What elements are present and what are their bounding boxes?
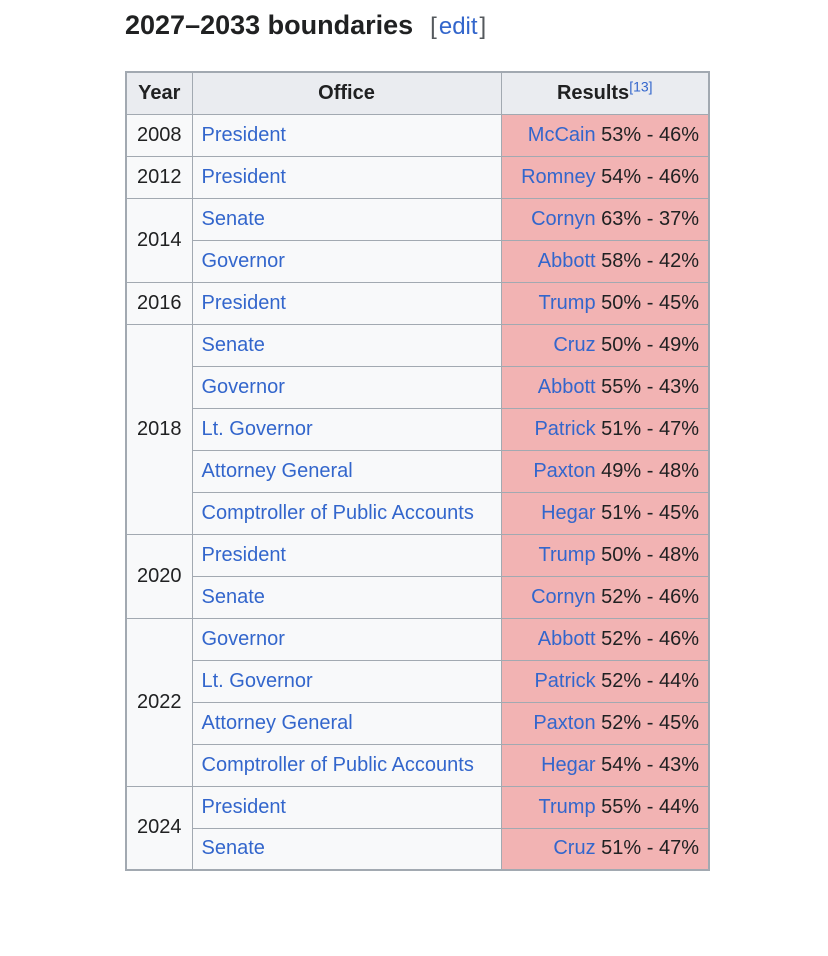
office-cell — [192, 198, 501, 240]
table-row — [126, 156, 709, 198]
table-row — [126, 534, 709, 576]
office-link[interactable]: Senate — [201, 837, 265, 860]
office-link[interactable]: Senate — [201, 585, 265, 608]
candidate-link[interactable]: McCain — [527, 123, 596, 146]
office-cell — [192, 660, 501, 702]
result-cell — [501, 324, 709, 366]
candidate-link[interactable]: Cruz — [553, 333, 596, 356]
edit-section — [430, 13, 486, 41]
table-row — [126, 282, 709, 324]
result-cell — [501, 156, 709, 198]
table-row — [126, 450, 709, 492]
result-cell — [501, 114, 709, 156]
office-link[interactable]: Governor — [201, 249, 285, 272]
result-cell — [501, 702, 709, 744]
result-cell — [501, 198, 709, 240]
table-row — [126, 828, 709, 870]
candidate-link[interactable]: Hegar — [541, 501, 596, 524]
candidate-link[interactable]: Cornyn — [531, 207, 596, 230]
result-score: 52% - 46% — [601, 585, 699, 608]
section-title: 2027–2033 boundaries — [125, 10, 414, 40]
header-results — [501, 72, 709, 114]
office-cell — [192, 828, 501, 870]
result-score: 58% - 42% — [601, 249, 699, 272]
year-cell: 2024 — [126, 786, 192, 870]
office-link[interactable]: Lt. Governor — [201, 417, 313, 440]
result-cell — [501, 828, 709, 870]
year-cell: 2016 — [126, 282, 192, 324]
year-cell: 2020 — [126, 534, 192, 618]
candidate-link[interactable]: Abbott — [537, 375, 596, 398]
office-cell — [192, 282, 501, 324]
office-link[interactable]: President — [201, 123, 286, 146]
office-link[interactable]: Comptroller of Public Accounts — [201, 753, 474, 776]
result-score: 52% - 45% — [601, 711, 699, 734]
year-cell: 2014 — [126, 198, 192, 282]
table-body — [126, 114, 709, 870]
table-row — [126, 618, 709, 660]
header-results-label: Results — [556, 81, 630, 104]
reference-link[interactable]: [13] — [629, 78, 653, 95]
office-cell — [192, 408, 501, 450]
table-row — [126, 786, 709, 828]
candidate-link[interactable]: Patrick — [534, 669, 596, 692]
candidate-link[interactable]: Trump — [538, 543, 596, 566]
office-link[interactable]: Attorney General — [201, 459, 353, 482]
office-cell — [192, 618, 501, 660]
office-link[interactable]: President — [201, 543, 286, 566]
result-score: 50% - 49% — [601, 333, 699, 356]
result-cell — [501, 492, 709, 534]
year-cell: 2018 — [126, 324, 192, 534]
result-cell — [501, 366, 709, 408]
office-cell — [192, 366, 501, 408]
header-year: Year — [126, 72, 192, 114]
table-row — [126, 114, 709, 156]
candidate-link[interactable]: Paxton — [533, 459, 596, 482]
table-row — [126, 744, 709, 786]
year-cell: 2022 — [126, 618, 192, 786]
candidate-link[interactable]: Cornyn — [531, 585, 596, 608]
result-cell — [501, 660, 709, 702]
result-score: 52% - 46% — [601, 627, 699, 650]
result-score: 50% - 48% — [601, 543, 699, 566]
candidate-link[interactable]: Trump — [538, 291, 596, 314]
office-cell — [192, 744, 501, 786]
table-row — [126, 702, 709, 744]
header-office: Office — [192, 72, 501, 114]
year-cell: 2008 — [126, 114, 192, 156]
table-row — [126, 198, 709, 240]
candidate-link[interactable]: Trump — [538, 795, 596, 818]
office-cell — [192, 534, 501, 576]
result-score: 51% - 47% — [601, 417, 699, 440]
section-heading — [125, 10, 486, 41]
result-score: 54% - 43% — [601, 753, 699, 776]
result-cell — [501, 282, 709, 324]
office-cell — [192, 492, 501, 534]
office-cell — [192, 450, 501, 492]
candidate-link[interactable]: Patrick — [534, 417, 596, 440]
result-cell — [501, 576, 709, 618]
office-cell — [192, 324, 501, 366]
office-link[interactable]: President — [201, 165, 286, 188]
result-score: 54% - 46% — [601, 165, 699, 188]
office-link[interactable]: Lt. Governor — [201, 669, 313, 692]
office-cell — [192, 702, 501, 744]
office-link[interactable]: Governor — [201, 627, 285, 650]
result-score: 51% - 47% — [601, 837, 699, 860]
table-row — [126, 324, 709, 366]
edit-bracket-close: ] — [479, 13, 487, 40]
candidate-link[interactable]: Hegar — [541, 753, 596, 776]
office-cell — [192, 156, 501, 198]
result-cell — [501, 534, 709, 576]
result-score: 52% - 44% — [601, 669, 699, 692]
candidate-link[interactable]: Paxton — [533, 711, 596, 734]
table-row — [126, 576, 709, 618]
result-cell — [501, 618, 709, 660]
result-cell — [501, 408, 709, 450]
edit-link[interactable]: edit — [438, 13, 478, 40]
candidate-link[interactable]: Abbott — [537, 627, 596, 650]
table-row — [126, 408, 709, 450]
result-score: 51% - 45% — [601, 501, 699, 524]
result-score: 49% - 48% — [601, 459, 699, 482]
office-cell — [192, 786, 501, 828]
result-cell — [501, 450, 709, 492]
office-link[interactable]: Senate — [201, 333, 265, 356]
office-link[interactable]: President — [201, 795, 286, 818]
office-link[interactable]: President — [201, 291, 286, 314]
candidate-link[interactable]: Romney — [521, 165, 596, 188]
office-cell — [192, 114, 501, 156]
office-cell — [192, 240, 501, 282]
table-row — [126, 660, 709, 702]
result-cell — [501, 240, 709, 282]
table-header-row — [126, 72, 709, 114]
result-score: 63% - 37% — [601, 207, 699, 230]
office-cell — [192, 576, 501, 618]
result-score: 50% - 45% — [601, 291, 699, 314]
table-row — [126, 240, 709, 282]
table-row — [126, 366, 709, 408]
table-row — [126, 492, 709, 534]
candidate-link[interactable]: Cruz — [553, 837, 596, 860]
office-link[interactable]: Attorney General — [201, 711, 353, 734]
office-link[interactable]: Comptroller of Public Accounts — [201, 501, 474, 524]
result-score: 53% - 46% — [601, 123, 699, 146]
result-score: 55% - 43% — [601, 375, 699, 398]
edit-bracket-open: [ — [430, 13, 437, 40]
year-cell: 2012 — [126, 156, 192, 198]
result-score: 55% - 44% — [601, 795, 699, 818]
result-cell — [501, 744, 709, 786]
result-cell — [501, 786, 709, 828]
candidate-link[interactable]: Abbott — [537, 249, 596, 272]
office-link[interactable]: Senate — [201, 207, 265, 230]
election-results-table — [125, 71, 710, 871]
office-link[interactable]: Governor — [201, 375, 285, 398]
